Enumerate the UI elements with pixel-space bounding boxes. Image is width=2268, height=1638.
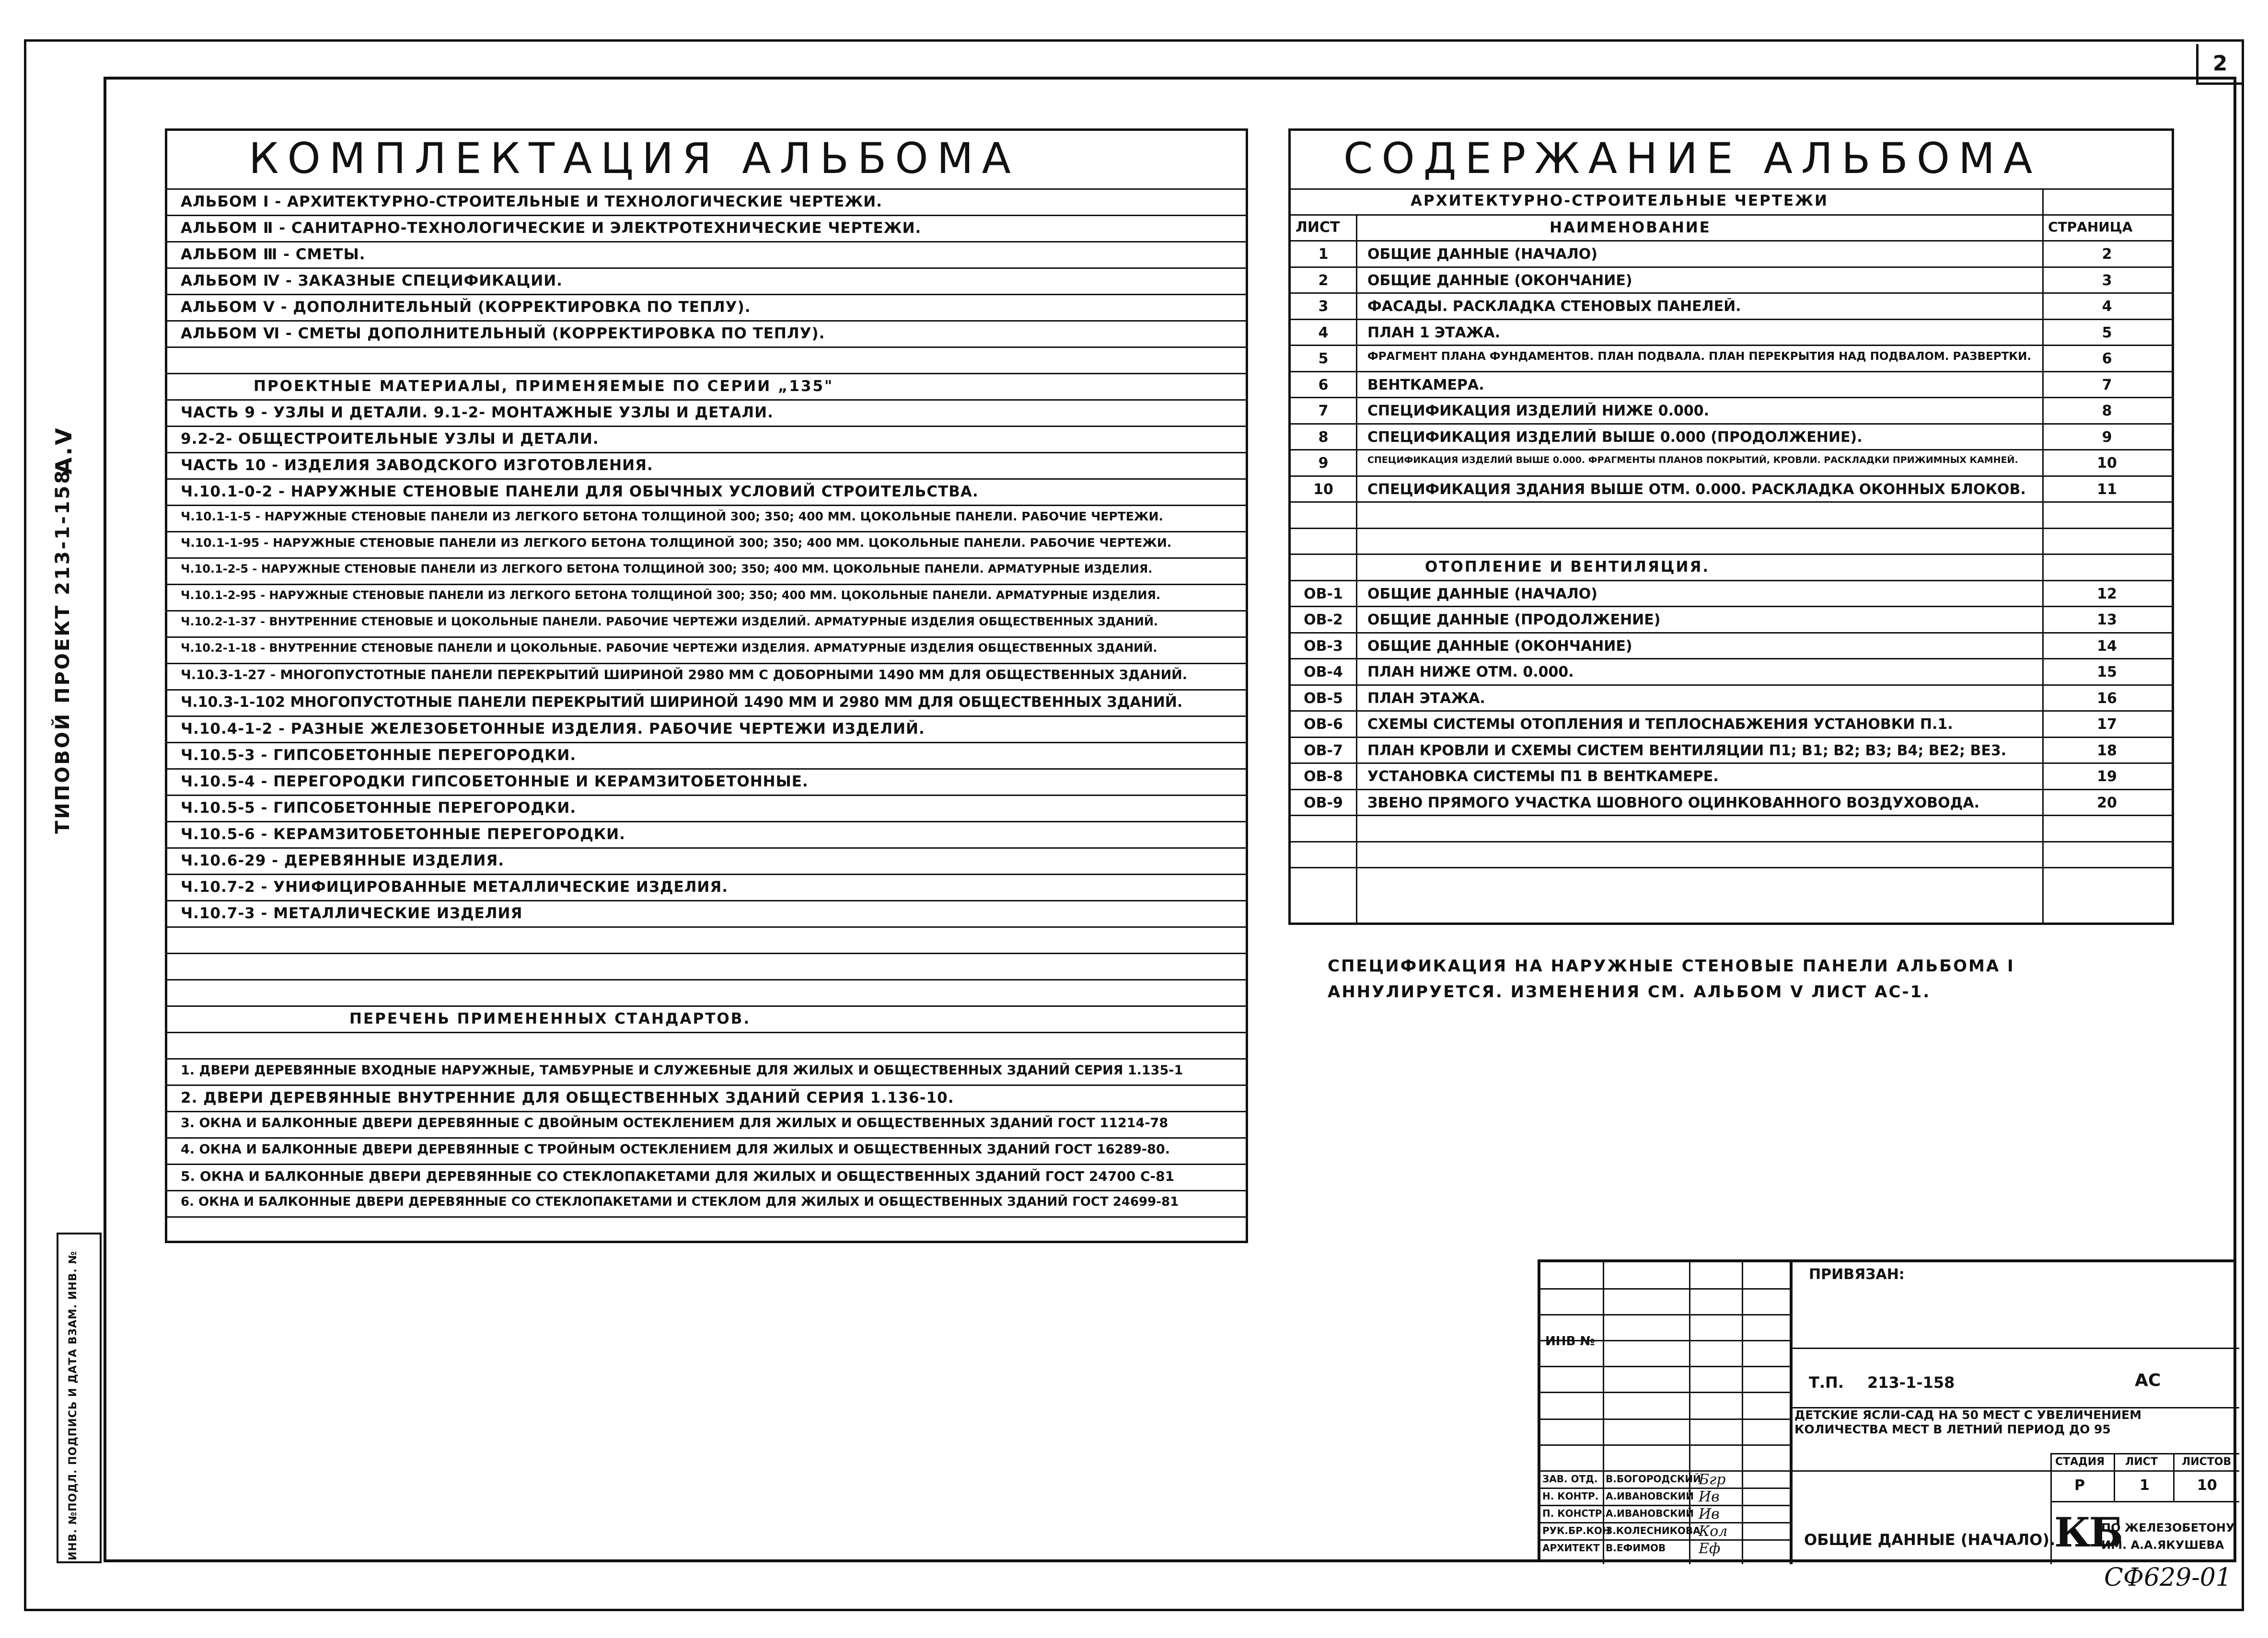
side-album-label: А.Ⅴ	[51, 426, 77, 474]
contents-sheet-name: ПЛАН 1 ЭТАЖА.	[1367, 324, 1501, 341]
material-item: Ч.10.2-1-37 - ВНУТРЕННИЕ СТЕНОВЫЕ И ЦОКОЛЬНЫЕ ПАНЕЛИ. РАБОЧИЕ ЧЕРТЕЖИ ИЗДЕЛИЙ. АРМАТУРНЫЕ ИЗДЕЛИЯ ОБЩЕСТВЕННЫХ ЗДАНИЙ.	[181, 615, 1158, 628]
contents-sheet-number: ОВ-7	[1304, 742, 1343, 759]
album-item: АЛЬБОМ Ⅲ - СМЕТЫ.	[181, 246, 366, 263]
contents-page-number: 18	[2097, 742, 2117, 759]
contents-sheet-name: ОБЩИЕ ДАННЫЕ (ПРОДОЛЖЕНИЕ)	[1367, 611, 1661, 628]
staff-signature: Кол	[1699, 1523, 1728, 1540]
col-header-page: СТРАНИЦА	[2048, 219, 2133, 235]
contents-sheet-name: СПЕЦИФИКАЦИЯ ЗДАНИЯ ВЫШЕ ОТМ. 0.000. РАСКЛАДКА ОКОННЫХ БЛОКОВ.	[1367, 481, 2026, 498]
soderzhanie-row-line	[1291, 240, 2172, 242]
staff-signature: Бгр	[1699, 1471, 1726, 1488]
contents-page-number: 15	[2097, 664, 2117, 681]
sheets-header: ЛИСТОВ	[2182, 1456, 2232, 1468]
soderzhanie-row-line	[1291, 710, 2172, 712]
album-item: АЛЬБОМ Ⅱ - САНИТАРНО-ТЕХНОЛОГИЧЕСКИЕ И ЭЛЕКТРОТЕХНИЧЕСКИЕ ЧЕРТЕЖИ.	[181, 219, 922, 237]
annulment-note-line-1: СПЕЦИФИКАЦИЯ НА НАРУЖНЫЕ СТЕНОВЫЕ ПАНЕЛИ АЛЬБОМА Ⅰ	[1328, 957, 2015, 976]
material-item: Ч.10.5-4 - ПЕРЕГОРОДКИ ГИПСОБЕТОННЫЕ И КЕРАМЗИТОБЕТОННЫЕ.	[181, 773, 809, 790]
material-item: Ч.10.2-1-18 - ВНУТРЕННИЕ СТЕНОВЫЕ ПАНЕЛИ И ЦОКОЛЬНЫЕ. РАБОЧИЕ ЧЕРТЕЖИ ИЗДЕЛИЯ. АРМАТУРНЫЕ ИЗДЕЛИЯ ОБЩЕСТВЕННЫХ ЗДАНИЙ.	[181, 641, 1157, 655]
contents-sheet-number: 3	[1318, 298, 1329, 315]
contents-sheet-name: ОБЩИЕ ДАННЫЕ (НАЧАЛО)	[1367, 246, 1597, 263]
contents-page-number: 17	[2097, 716, 2117, 733]
material-item: Ч.10.6-29 - ДЕРЕВЯННЫЕ ИЗДЕЛИЯ.	[181, 852, 505, 869]
soderzhanie-row-line	[1291, 319, 2172, 320]
soderzhanie-row-line	[1291, 345, 2172, 346]
material-item: Ч.10.1-1-95 - НАРУЖНЫЕ СТЕНОВЫЕ ПАНЕЛИ ИЗ ЛЕГКОГО БЕТОНА ТОЛЩИНОЙ 300; 350; 400 ММ. ЦОКОЛЬНЫЕ ПАНЕЛИ. РАБОЧИЕ ЧЕРТЕЖИ.	[181, 536, 1172, 550]
contents-page-number: 8	[2102, 403, 2112, 419]
standard-item: 1. ДВЕРИ ДЕРЕВЯННЫЕ ВХОДНЫЕ НАРУЖНЫЕ, ТАМБУРНЫЕ И СЛУЖЕБНЫЕ ДЛЯ ЖИЛЫХ И ОБЩЕСТВЕННЫХ ЗДАНИЙ СЕРИЯ 1.135-1	[181, 1063, 1183, 1078]
komplektatsiya-row-line	[167, 1216, 1246, 1243]
side-project-label: ТИПОВОЙ ПРОЕКТ 213-1-158	[52, 468, 74, 834]
komplektatsiya-row-line	[167, 1032, 1246, 1058]
soderzhanie-row-line	[1291, 867, 2172, 868]
annulment-note-line-2: АННУЛИРУЕТСЯ. ИЗМЕНЕНИЯ СМ. АЛЬБОМ Ⅴ ЛИСТ АС-1.	[1328, 982, 1931, 1002]
contents-sheet-number: 9	[1318, 455, 1329, 472]
contents-page-number: 16	[2097, 690, 2117, 707]
stage-value: Р	[2074, 1477, 2085, 1494]
inv-label: ИНВ №	[1545, 1334, 1595, 1349]
staff-role: АРХИТЕКТ	[1542, 1542, 1600, 1554]
contents-page-number: 10	[2097, 455, 2117, 472]
contents-page-number: 14	[2097, 637, 2117, 655]
soderzhanie-row-line	[1291, 528, 2172, 529]
footer-code: СФ629-01	[2104, 1563, 2232, 1592]
contents-sheet-name: ЗВЕНО ПРЯМОГО УЧАСТКА ШОВНОГО ОЦИНКОВАННОГО ВОЗДУХОВОДА.	[1367, 794, 1980, 811]
side-inv-box	[57, 1233, 102, 1563]
staff-name: В.БОГОРОДСКИЙ	[1606, 1473, 1701, 1485]
contents-sheet-name: УСТАНОВКА СИСТЕМЫ П1 В ВЕНТКАМЕРЕ.	[1367, 768, 1719, 785]
section-heading-hvac: ОТОПЛЕНИЕ И ВЕНТИЛЯЦИЯ.	[1425, 558, 1710, 576]
soderzhanie-row-line	[1291, 188, 2172, 190]
standard-item: 2. ДВЕРИ ДЕРЕВЯННЫЕ ВНУТРЕННИЕ ДЛЯ ОБЩЕСТВЕННЫХ ЗДАНИЙ СЕРИЯ 1.136-10.	[181, 1089, 954, 1107]
soderzhanie-row-line	[1291, 684, 2172, 686]
soderzhanie-row-line	[1291, 606, 2172, 607]
staff-signature: Еф	[1699, 1540, 1721, 1557]
contents-sheet-number: ОВ-4	[1304, 664, 1343, 681]
privyazan-label: ПРИВЯЗАН:	[1809, 1266, 1905, 1283]
col-header-sheet: ЛИСТ	[1296, 219, 1340, 236]
contents-page-number: 7	[2102, 376, 2112, 393]
contents-sheet-name: ПЛАН ЭТАЖА.	[1367, 690, 1485, 707]
title-block	[1538, 1259, 2236, 1562]
contents-sheet-number: 1	[1318, 246, 1329, 263]
col-divider-sheet	[1356, 214, 1357, 923]
mark-code: АС	[2135, 1371, 2161, 1390]
contents-sheet-name: ОБЩИЕ ДАННЫЕ (ОКОНЧАНИЕ)	[1367, 637, 1632, 655]
contents-sheet-number: ОВ-1	[1304, 585, 1343, 602]
contents-page-number: 3	[2102, 272, 2112, 289]
material-item: Ч.10.5-6 - КЕРАМЗИТОБЕТОННЫЕ ПЕРЕГОРОДКИ.	[181, 826, 625, 843]
contents-page-number: 13	[2097, 611, 2117, 628]
material-item: Ч.10.3-1-27 - МНОГОПУСТОТНЫЕ ПАНЕЛИ ПЕРЕКРЫТИЙ ШИРИНОЙ 2980 ММ С ДОБОРНЫМИ 1490 ММ ДЛЯ ОБЩЕСТВЕННЫХ ЗДАНИЙ.	[181, 668, 1188, 682]
staff-role: П. КОНСТР.	[1542, 1508, 1606, 1519]
standard-item: 6. ОКНА И БАЛКОННЫЕ ДВЕРИ ДЕРЕВЯННЫЕ СО СТЕКЛОПАКЕТАМИ И СТЕКЛОМ ДЛЯ ЖИЛЫХ И ОБЩЕСТВЕННЫХ ЗДАНИЙ ГОСТ 24699-81	[181, 1195, 1179, 1209]
soderzhanie-row-line	[1291, 397, 2172, 398]
staff-name: З.КОЛЕСНИКОВА	[1606, 1525, 1701, 1536]
tp-number: 213-1-158	[1867, 1373, 1955, 1392]
sheet-number: 2	[2196, 44, 2242, 85]
komplektatsiya-panel	[165, 128, 1248, 1243]
staff-role: Н. КОНТР.	[1542, 1490, 1599, 1502]
staff-role: РУК.БР.КОН	[1542, 1525, 1610, 1536]
contents-sheet-number: 6	[1318, 376, 1329, 393]
contents-sheet-name: ФАСАДЫ. РАСКЛАДКА СТЕНОВЫХ ПАНЕЛЕЙ.	[1367, 298, 1741, 315]
material-item: Ч.10.7-3 - МЕТАЛЛИЧЕСКИЕ ИЗДЕЛИЯ	[181, 905, 523, 922]
contents-page-number: 20	[2097, 794, 2117, 811]
soderzhanie-row-line	[1291, 632, 2172, 634]
contents-sheet-name: СПЕЦИФИКАЦИЯ ИЗДЕЛИЙ НИЖЕ 0.000.	[1367, 403, 1710, 419]
album-item: АЛЬБОМ Ⅵ - СМЕТЫ ДОПОЛНИТЕЛЬНЫЙ (КОРРЕКТИРОВКА ПО ТЕПЛУ).	[181, 325, 825, 342]
material-item: Ч.10.1-2-95 - НАРУЖНЫЕ СТЕНОВЫЕ ПАНЕЛИ ИЗ ЛЕГКОГО БЕТОНА ТОЛЩИНОЙ 300; 350; 400 ММ. ЦОКОЛЬНЫЕ ПАНЕЛИ. АРМАТУРНЫЕ ИЗДЕЛИЯ.	[181, 588, 1161, 602]
komplektatsiya-row-line	[167, 346, 1246, 373]
staff-name: В.ЕФИМОВ	[1606, 1542, 1666, 1554]
contents-sheet-number: ОВ-8	[1304, 768, 1343, 785]
side-inv-label: ИНВ. №ПОДЛ. ПОДПИСЬ И ДАТА ВЗАМ. ИНВ. №	[67, 1251, 79, 1560]
standard-item: 5. ОКНА И БАЛКОННЫЕ ДВЕРИ ДЕРЕВЯННЫЕ СО СТЕКЛОПАКЕТАМИ ДЛЯ ЖИЛЫХ И ОБЩЕСТВЕННЫХ ЗДАНИЙ ГОСТ 24700 С-81	[181, 1168, 1175, 1184]
contents-sheet-number: ОВ-3	[1304, 637, 1343, 655]
komplektatsiya-row-line	[167, 926, 1246, 953]
contents-sheet-number: 8	[1318, 428, 1329, 446]
contents-sheet-number: ОВ-5	[1304, 690, 1343, 707]
soderzhanie-title: СОДЕРЖАНИЕ АЛЬБОМА	[1343, 134, 2041, 183]
sheets-value: 10	[2197, 1477, 2217, 1494]
contents-page-number: 12	[2097, 585, 2117, 602]
soderzhanie-row-line	[1291, 554, 2172, 555]
material-item: ЧАСТЬ 9 - УЗЛЫ И ДЕТАЛИ. 9.1-2- МОНТАЖНЫЕ УЗЛЫ И ДЕТАЛИ.	[181, 404, 774, 421]
contents-sheet-name: ПЛАН НИЖЕ ОТМ. 0.000.	[1367, 664, 1574, 681]
soderzhanie-row-line	[1291, 423, 2172, 425]
soderzhanie-row-line	[1291, 815, 2172, 816]
org-logo: КБ	[2054, 1509, 2122, 1556]
material-item: Ч.10.4-1-2 - РАЗНЫЕ ЖЕЛЕЗОБЕТОННЫЕ ИЗДЕЛИЯ. РАБОЧИЕ ЧЕРТЕЖИ ИЗДЕЛИЙ.	[181, 720, 925, 738]
staff-signature: Ив	[1699, 1506, 1720, 1523]
contents-sheet-number: 7	[1318, 403, 1329, 419]
contents-sheet-number: ОВ-9	[1304, 794, 1343, 811]
komplektatsiya-row-line	[167, 979, 1246, 1005]
contents-page-number: 2	[2102, 246, 2112, 263]
soderzhanie-panel	[1288, 128, 2174, 925]
material-item: Ч.10.1-0-2 - НАРУЖНЫЕ СТЕНОВЫЕ ПАНЕЛИ ДЛЯ ОБЫЧНЫХ УСЛОВИЙ СТРОИТЕЛЬСТВА.	[181, 483, 979, 500]
tp-label: Т.П.	[1809, 1373, 1844, 1392]
soderzhanie-row-line	[1291, 841, 2172, 842]
standard-item: 4. ОКНА И БАЛКОННЫЕ ДВЕРИ ДЕРЕВЯННЫЕ С ТРОЙНЫМ ОСТЕКЛЕНИЕМ ДЛЯ ЖИЛЫХ И ОБЩЕСТВЕННЫХ ЗДАНИЙ ГОСТ 16289-80.	[181, 1142, 1170, 1157]
contents-sheet-name: СПЕЦИФИКАЦИЯ ИЗДЕЛИЙ ВЫШЕ 0.000. ФРАГМЕНТЫ ПЛАНОВ ПОКРЫТИЙ, КРОВЛИ. РАСКЛАДКИ ПРИЖИМНЫХ КАМНЕЙ.	[1367, 455, 2018, 465]
soderzhanie-row-line	[1291, 658, 2172, 659]
contents-sheet-number: 4	[1318, 324, 1329, 341]
material-item: Ч.10.5-5 - ГИПСОБЕТОННЫЕ ПЕРЕГОРОДКИ.	[181, 799, 577, 817]
contents-page-number: 19	[2097, 768, 2117, 785]
staff-name: А.ИВАНОВСКИЙ	[1606, 1490, 1694, 1502]
org-line-2: ИМ. А.А.ЯКУШЕВА	[2101, 1538, 2224, 1552]
contents-sheet-number: 5	[1318, 350, 1329, 367]
contents-page-number: 11	[2097, 481, 2117, 498]
soderzhanie-row-line	[1291, 737, 2172, 738]
contents-page-number: 4	[2102, 298, 2112, 315]
contents-page-number: 9	[2102, 428, 2112, 446]
contents-sheet-name: СПЕЦИФИКАЦИЯ ИЗДЕЛИЙ ВЫШЕ 0.000 (ПРОДОЛЖЕНИЕ).	[1367, 428, 1863, 446]
komplektatsiya-title: КОМПЛЕКТАЦИЯ АЛЬБОМА	[249, 134, 1019, 183]
soderzhanie-row-line	[1291, 266, 2172, 268]
soderzhanie-row-line	[1291, 789, 2172, 790]
soderzhanie-row-line	[1291, 371, 2172, 372]
soderzhanie-row-line	[1291, 580, 2172, 581]
contents-sheet-name: ФРАГМЕНТ ПЛАНА ФУНДАМЕНТОВ. ПЛАН ПОДВАЛА. ПЛАН ПЕРЕКРЫТИЯ НАД ПОДВАЛОМ. РАЗВЕРТКИ.	[1367, 350, 2032, 363]
materials-heading: ПРОЕКТНЫЕ МАТЕРИАЛЫ, ПРИМЕНЯЕМЫЕ ПО СЕРИИ „135"	[254, 378, 834, 395]
contents-page-number: 5	[2102, 324, 2112, 341]
komplektatsiya-row-line	[167, 953, 1246, 979]
soderzhanie-row-line	[1291, 475, 2172, 477]
material-item: ЧАСТЬ 10 - ИЗДЕЛИЯ ЗАВОДСКОГО ИЗГОТОВЛЕНИЯ.	[181, 457, 653, 474]
standard-item: 3. ОКНА И БАЛКОННЫЕ ДВЕРИ ДЕРЕВЯННЫЕ С ДВОЙНЫМ ОСТЕКЛЕНИЕМ ДЛЯ ЖИЛЫХ И ОБЩЕСТВЕННЫХ ЗДАНИЙ ГОСТ 11214-78	[181, 1116, 1169, 1130]
soderzhanie-row-line	[1291, 292, 2172, 294]
soderzhanie-row-line	[1291, 501, 2172, 503]
sheet-value: 1	[2140, 1477, 2150, 1494]
standards-heading: ПЕРЕЧЕНЬ ПРИМЕНЕННЫХ СТАНДАРТОВ.	[349, 1010, 751, 1027]
album-item: АЛЬБОМ Ⅰ - АРХИТЕКТУРНО-СТРОИТЕЛЬНЫЕ И ТЕХНОЛОГИЧЕСКИЕ ЧЕРТЕЖИ.	[181, 193, 882, 210]
material-item: Ч.10.5-3 - ГИПСОБЕТОННЫЕ ПЕРЕГОРОДКИ.	[181, 747, 577, 764]
material-item: Ч.10.1-2-5 - НАРУЖНЫЕ СТЕНОВЫЕ ПАНЕЛИ ИЗ ЛЕГКОГО БЕТОНА ТОЛЩИНОЙ 300; 350; 400 ММ. ЦОКОЛЬНЫЕ ПАНЕЛИ. АРМАТУРНЫЕ ИЗДЕЛИЯ.	[181, 562, 1153, 576]
soderzhanie-row-line	[1291, 214, 2172, 216]
contents-page-number: 6	[2102, 350, 2112, 367]
org-line-1: ПО ЖЕЛЕЗОБЕТОНУ	[2101, 1521, 2235, 1534]
contents-sheet-number: 2	[1318, 272, 1329, 289]
material-item: Ч.10.3-1-102 МНОГОПУСТОТНЫЕ ПАНЕЛИ ПЕРЕКРЫТИЙ ШИРИНОЙ 1490 ММ И 2980 ММ ДЛЯ ОБЩЕСТВЕННЫХ ЗДАНИЙ.	[181, 694, 1183, 711]
contents-sheet-name: ВЕНТКАМЕРА.	[1367, 376, 1484, 393]
stage-header: СТАДИЯ	[2055, 1456, 2105, 1468]
contents-sheet-name: ПЛАН КРОВЛИ И СХЕМЫ СИСТЕМ ВЕНТИЛЯЦИИ П1; В1; В2; В3; В4; ВЕ2; ВЕ3.	[1367, 742, 2007, 759]
contents-sheet-name: СХЕМЫ СИСТЕМЫ ОТОПЛЕНИЯ И ТЕПЛОСНАБЖЕНИЯ УСТАНОВКИ П.1.	[1367, 716, 1953, 733]
section-heading-arch: АРХИТЕКТУРНО-СТРОИТЕЛЬНЫЕ ЧЕРТЕЖИ	[1411, 192, 1828, 209]
sheet-header: ЛИСТ	[2125, 1456, 2158, 1468]
contents-sheet-number: ОВ-2	[1304, 611, 1343, 628]
col-divider-page	[2042, 188, 2044, 923]
contents-sheet-name: ОБЩИЕ ДАННЫЕ (НАЧАЛО)	[1367, 585, 1597, 602]
contents-sheet-number: ОВ-6	[1304, 716, 1343, 733]
material-item: Ч.10.7-2 - УНИФИЦИРОВАННЫЕ МЕТАЛЛИЧЕСКИЕ ИЗДЕЛИЯ.	[181, 878, 728, 896]
soderzhanie-row-line	[1291, 449, 2172, 450]
material-item: 9.2-2- ОБЩЕСТРОИТЕЛЬНЫЕ УЗЛЫ И ДЕТАЛИ.	[181, 430, 599, 448]
contents-sheet-number: 10	[1313, 481, 1333, 498]
material-item: Ч.10.1-1-5 - НАРУЖНЫЕ СТЕНОВЫЕ ПАНЕЛИ ИЗ ЛЕГКОГО БЕТОНА ТОЛЩИНОЙ 300; 350; 400 ММ. ЦОКОЛЬНЫЕ ПАНЕЛИ. РАБОЧИЕ ЧЕРТЕЖИ.	[181, 509, 1163, 523]
drawing-name: ОБЩИЕ ДАННЫЕ (НАЧАЛО).	[1804, 1531, 2056, 1549]
staff-name: А.ИВАНОВСКИЙ	[1606, 1508, 1694, 1519]
album-item: АЛЬБОМ Ⅴ - ДОПОЛНИТЕЛЬНЫЙ (КОРРЕКТИРОВКА ПО ТЕПЛУ).	[181, 299, 751, 316]
contents-sheet-name: ОБЩИЕ ДАННЫЕ (ОКОНЧАНИЕ)	[1367, 272, 1632, 289]
album-item: АЛЬБОМ Ⅳ - ЗАКАЗНЫЕ СПЕЦИФИКАЦИИ.	[181, 272, 563, 289]
col-header-name: НАИМЕНОВАНИЕ	[1550, 219, 1711, 236]
staff-role: ЗАВ. ОТД.	[1542, 1473, 1598, 1485]
object-name: ДЕТСКИЕ ЯСЛИ-САД НА 50 МЕСТ С УВЕЛИЧЕНИЕМ КОЛИЧЕСТВА МЕСТ В ЛЕТНИЙ ПЕРИОД ДО 95	[1794, 1408, 2141, 1436]
soderzhanie-row-line	[1291, 762, 2172, 764]
staff-signature: Ив	[1699, 1488, 1720, 1505]
